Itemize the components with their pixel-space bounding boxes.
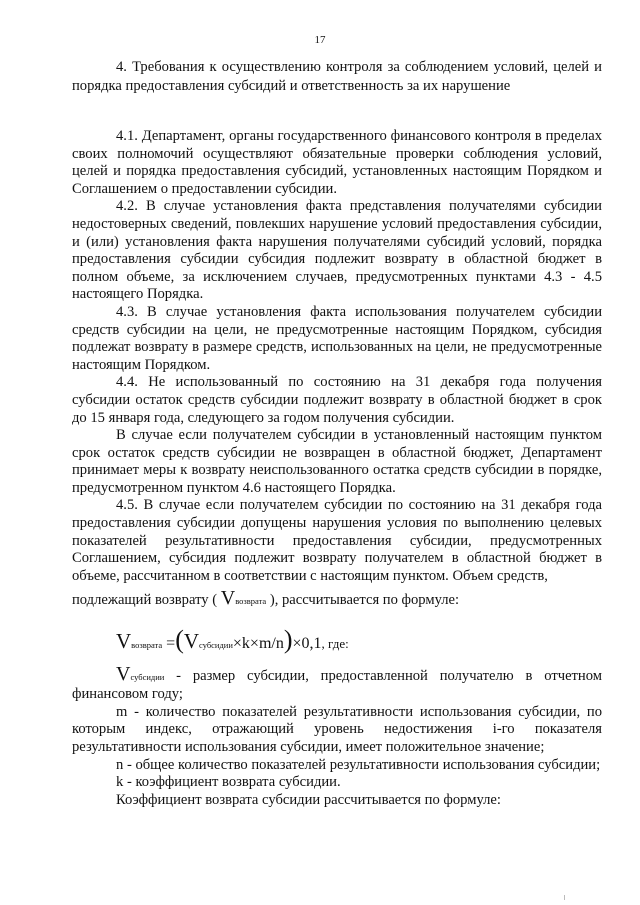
definition-k: k - коэффициент возврата субсидии. bbox=[116, 774, 341, 791]
section-heading: 4. Требования к осуществлению контроля за соблюдением условий, целей и порядка предоставления субсидий и ответственность за их нарушение bbox=[72, 59, 602, 94]
paragraph-4-1: 4.1. Департамент, органы государственного финансового контроля в пределах своих полномочий осуществляют обязательные проверки соблюдения условий, целей и порядка предоставления субсидий, установленных настоящим Порядком и Соглашением о предоставлении субсидии. bbox=[72, 128, 602, 197]
page-number: 17 bbox=[314, 34, 326, 46]
paragraph-4-5-tail bbox=[72, 587, 602, 611]
k-formula-intro: Коэффициент возврата субсидии рассчитывается по формуле: bbox=[116, 791, 501, 808]
definition-v-subsidy bbox=[72, 662, 602, 704]
def-v-subscript: субсидии bbox=[130, 671, 165, 682]
paragraph-4-2: 4.2. В случае установления факта представления получателями субсидии недостоверных сведений, повлекших нарушение условий предоставления субсидии, и (или) установления факта нарушения получателями субсидий условий, порядка предоставления субсидии субсидия подлежит возврату в областной бюджет в полном объеме, за исключением случаев, предусмотренных пунктами 4.3 - 4.5 настоящего Порядка. bbox=[72, 198, 602, 303]
return-formula bbox=[116, 625, 602, 655]
definition-n: n - общее количество показателей результативности использования субсидии; bbox=[116, 756, 601, 773]
formula-sub-subsidy: субсидии bbox=[199, 640, 233, 651]
document-body bbox=[72, 128, 602, 809]
tail-before: подлежащий возврату ( bbox=[72, 592, 218, 609]
tail-after: ), рассчитывается по формуле: bbox=[269, 592, 460, 609]
paragraph-4-4-continued: В случае если получателем субсидии в установленный настоящим пунктом срок остаток средств субсидии не возвращен в областной бюджет, Департамент принимает меры к возврату неиспользованного остатка средств субсидии в порядке, предусмотренном пунктом 4.6 настоящего Порядка. bbox=[72, 427, 602, 496]
formula-v-subsidy: V bbox=[183, 629, 200, 654]
formula-k-m-n: ×k×m/n bbox=[232, 635, 284, 653]
v-subscript-return: возврата bbox=[235, 596, 267, 607]
definition-m: m - количество показателей результативности использования субсидии, по которым индекс, отражающий уровень недостижения i-го показателя результативности использования субсидии, имеет положительное значение; bbox=[72, 703, 602, 755]
formula-where: , где: bbox=[321, 636, 349, 652]
paragraph-4-3: 4.3. В случае установления факта использования получателем субсидии средств субсидии на цели, не предусмотренные настоящим Порядком, субсидия подлежат возврату в размере средств, использованных на цели, не предусмотренные настоящим Порядком. bbox=[72, 303, 602, 373]
scan-mark bbox=[564, 895, 565, 900]
paragraph-4-5: 4.5. В случае если получателем субсидии по состоянию на 31 декабря года предоставления субсидии допущены нарушения условия по выполнению целевых показателей результативности предоставления субсидии, предусмотренных Соглашением, субсидия подлежит возврату получателем в областной бюджет в объеме, рассчитанном в соответствии с настоящим пунктом. Объем средств, bbox=[72, 497, 602, 584]
paragraph-4-4: 4.4. Не использованный по состоянию на 31 декабря года получения субсидии остаток средств субсидии подлежит возврату в областной бюджет в срок до 15 января года, следующего за годом получения субсидии. bbox=[72, 374, 602, 426]
formula-times-coef: ×0,1 bbox=[292, 635, 322, 653]
formula-equals: = bbox=[166, 635, 176, 653]
formula-open-paren: ( bbox=[175, 625, 184, 655]
formula-close-paren: ) bbox=[283, 625, 293, 655]
def-v-text: - размер субсидии, предоставленной получателю в отчетном финансовом году; bbox=[72, 667, 602, 703]
v-symbol: V bbox=[220, 587, 236, 610]
formula-v-return: V bbox=[116, 629, 132, 654]
def-v-symbol: V bbox=[116, 662, 131, 685]
formula-sub-return: возврата bbox=[131, 640, 163, 651]
